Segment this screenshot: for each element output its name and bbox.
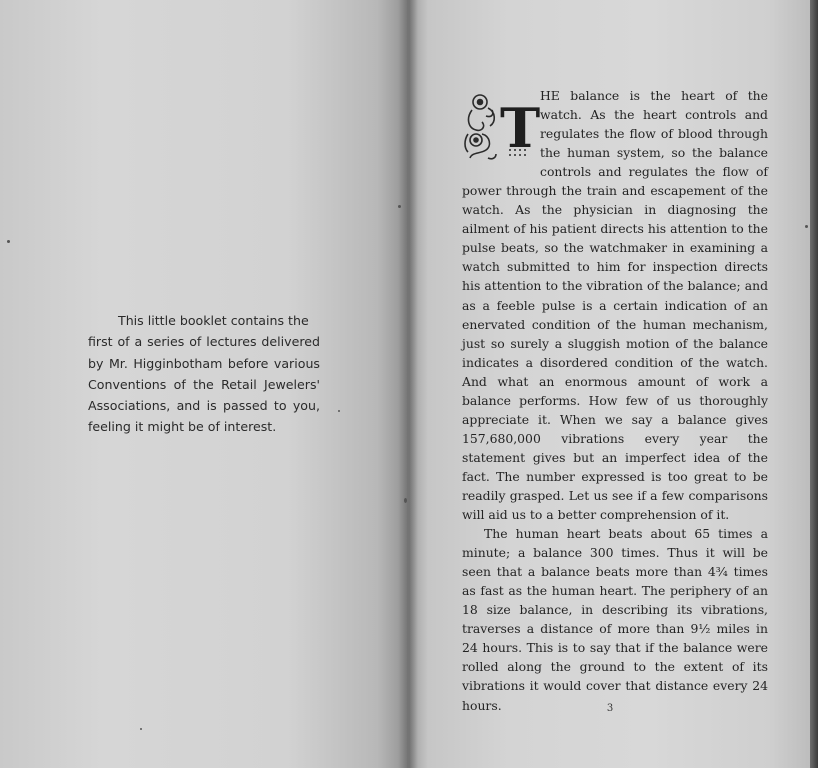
lecture-body-text xyxy=(462,86,768,715)
page-edge xyxy=(810,0,818,768)
paper-speck xyxy=(404,498,407,503)
show-through-heading xyxy=(70,110,390,142)
intro-first-line: This little booklet contains the xyxy=(118,313,309,328)
paper-speck xyxy=(7,240,10,243)
booklet-intro-text xyxy=(88,310,320,438)
paragraph-heart-beats: The human heart beats about 65 times a minute; a balance 300 times. Thus it will be seen that a balance beats more than 4¾ times as fast as the human heart. The periphery of an 18 size balance, in describing its vibrations, traverses a distance of more than 9½ miles in 24 hours. This is to say that if the balance were rolled along the ground to the extent of its vibrations it would cover that distance every 24 hours. xyxy=(462,526,768,713)
paper-speck xyxy=(805,225,808,228)
drop-cap-letter: T xyxy=(500,96,541,160)
book-gutter xyxy=(398,0,418,768)
intro-remaining-text: first of a series of lectures delivered by Mr. Higginbotham before various Conventions of the Retail Jewelers' Associations, and is passed to you, feeling it might be of interest. xyxy=(88,334,320,435)
paragraph-balance-heart: HE balance is the heart of the watch. As the heart controls and regulates the flow of blood through the human system, so the balance controls and regulates the flow of power through the train and escapement of the watch. As the physician in diagnosing the ailment of his patient directs his attention to the pulse beats, so the watchmaker in examining a watch submitted to him for inspection directs his attention to the vibration of the balance; and as a feeble pulse is a certain indication of an enervated condition of the human mechanism, just so surely a sluggish motion of the balance indicates a disordered condition of the watch. And what an enormous amount of work a balance performs. How few of us thoroughly appreciate it. When we say a balance gives 157,680,000 vibrations every year the statement gives but an imperfect idea of the fact. The number expressed is too great to be readily grasped. Let us see if a few comparisons will aid us to a better comprehension of it. xyxy=(462,88,768,523)
ornamental-drop-cap xyxy=(462,88,541,168)
paper-speck xyxy=(338,410,340,412)
paper-speck xyxy=(398,205,401,208)
page-number: 3 xyxy=(606,703,614,714)
paper-speck xyxy=(140,728,142,730)
